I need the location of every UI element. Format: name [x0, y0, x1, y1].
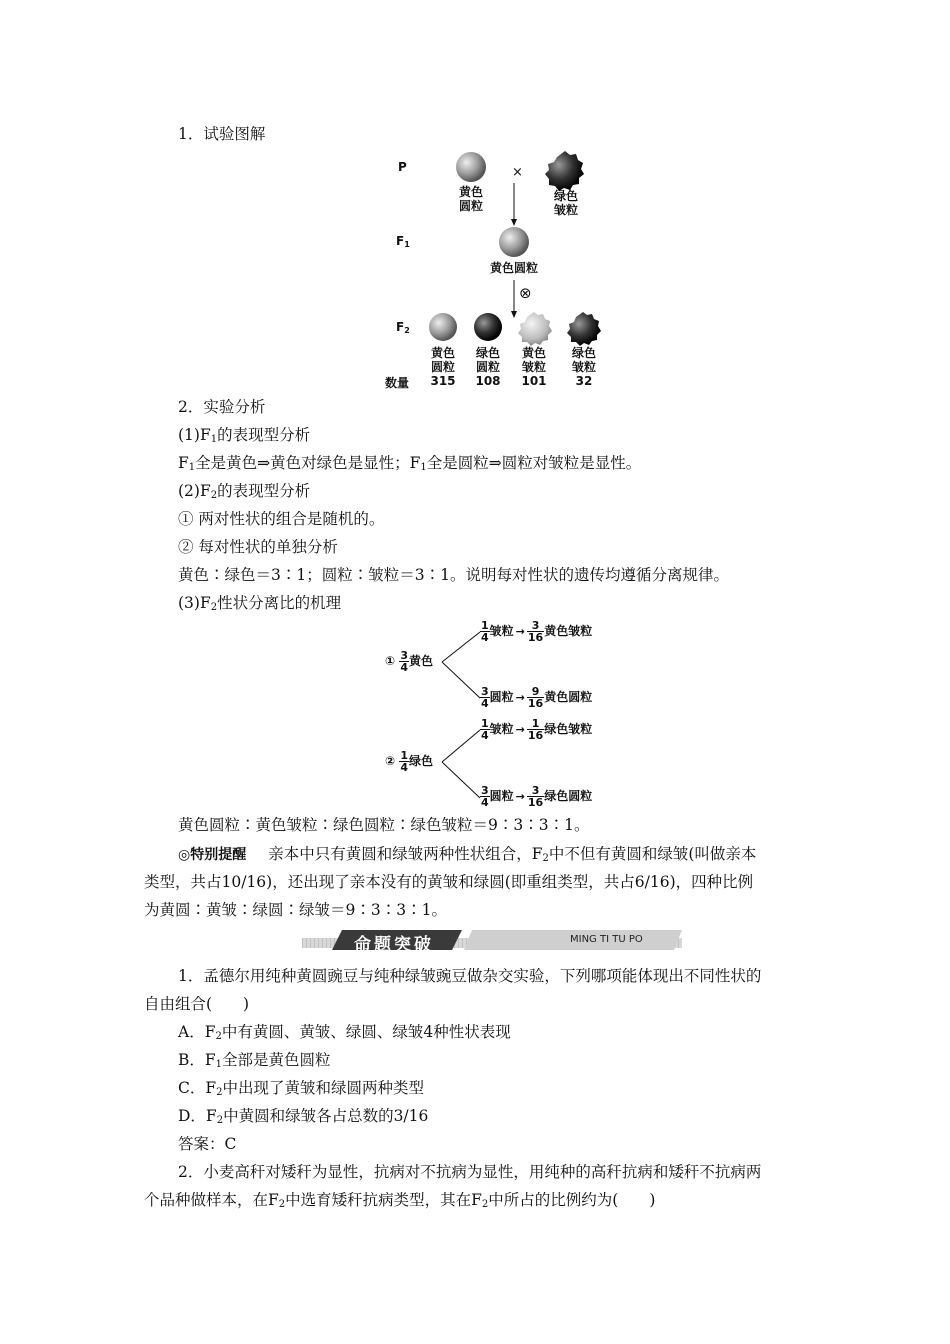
f1-caption: 黄色圆粒 — [490, 261, 539, 275]
pea-f2-green-round-icon — [474, 313, 502, 341]
subsection-2-body: 黄色∶绿色＝3∶1；圆粒∶皱粒＝3∶1。说明每对性状的遗传均遵循分离规律。 — [178, 566, 729, 584]
f2-caption-3: 黄色 皱粒 101 — [521, 346, 547, 388]
subsection-2-point-2: ② 每对性状的单独分析 — [178, 538, 338, 556]
pea-yellow-round-icon — [456, 152, 486, 182]
parent-green-caption: 绿色 皱粒 — [553, 189, 578, 217]
q1-answer: 答案：C — [178, 1135, 237, 1153]
q1-stem-1: 1．孟德尔用纯种黄圆豌豆与纯种绿皱豌豆做杂交实验，下列哪项能体现出不同性状的 — [178, 967, 762, 985]
pea-f2-yellow-wrinkled-icon — [518, 312, 552, 346]
f2-caption-1: 黄色 圆粒 315 — [430, 346, 456, 388]
f2-caption-2: 绿色 圆粒 108 — [475, 346, 501, 388]
f2-caption-4: 绿色 皱粒 32 — [571, 346, 596, 388]
generation-f2-label: $F_2$ — [396, 320, 410, 335]
tip-label: ◎特别提醒 — [178, 847, 247, 863]
pea-f1-icon — [499, 227, 529, 257]
q1-stem-2: 自由组合( ) — [144, 995, 250, 1013]
count-label: 数量 — [385, 376, 410, 390]
cross-symbol: × — [512, 165, 523, 180]
branch-tree — [380, 612, 620, 812]
pea-green-wrinkled-icon — [545, 151, 584, 191]
parent-yellow-caption: 黄色 圆粒 — [458, 185, 483, 213]
tip-line-3: 为黄圆∶黄皱∶绿圆∶绿皱＝9∶3∶3∶1。 — [144, 901, 447, 919]
subsection-3-title: $(3)F_2$性状分离比的机理 — [178, 594, 342, 613]
tree-branch-yellow-wrinkled: $\frac{1}{4}$ 皱粒 → $\frac{3}{16}$ 黄色皱粒 — [481, 619, 593, 644]
q2-stem-2: 个品种做样本，在$F_2$中选育矮秆抗病类型，其在$F_2$中所占的比例约为( ) — [144, 1191, 656, 1210]
tree-branch-green-wrinkled: $\frac{1}{4}$ 皱粒 → $\frac{1}{16}$ 绿色皱粒 — [481, 717, 593, 742]
pea-f2-yellow-round-icon — [429, 313, 457, 341]
tree-root-green: ② $\frac{1}{4}$ 绿色 — [385, 749, 434, 774]
tip-line-2: 类型，共占10/16)，还出现了亲本没有的黄皱和绿圆(即重组类型，共占6/16)，四种比例 — [144, 873, 754, 891]
generation-f1-label: $F_1$ — [396, 234, 410, 249]
tree-branch-green-round: $\frac{3}{4}$ 圆粒 → $\frac{3}{16}$ 绿色圆粒 — [481, 784, 593, 809]
cross-diagram — [380, 145, 620, 395]
tip-line-1: ◎特别提醒 亲本中只有黄圆和绿皱两种性状组合，$F_2$中不但有黄圆和绿皱(叫做亲本 — [178, 845, 757, 864]
subsection-2-title: $(2)F_2$的表现型分析 — [178, 482, 311, 501]
generation-p-label: P — [398, 160, 407, 174]
tree-branch-yellow-round: $\frac{3}{4}$ 圆粒 → $\frac{9}{16}$ 黄色圆粒 — [481, 685, 593, 710]
subsection-2-point-1: ① 两对性状的组合是随机的。 — [178, 510, 385, 528]
q2-stem-1: 2．小麦高秆对矮秆为显性，抗病对不抗病为显性，用纯种的高秆抗病和矮秆不抗病两 — [178, 1163, 762, 1181]
self-cross-icon: ⊗ — [519, 284, 532, 302]
section-title-2: 2．实验分析 — [178, 398, 266, 416]
pea-f2-green-wrinkled-icon — [567, 312, 601, 346]
ratio-line: 黄色圆粒∶黄色皱粒∶绿色圆粒∶绿色皱粒＝9∶3∶3∶1。 — [178, 816, 590, 834]
q1-option-a: A．$F_2$中有黄圆、黄皱、绿圆、绿皱4种性状表现 — [178, 1023, 511, 1042]
subsection-1-title: $(1)F_1$的表现型分析 — [178, 426, 311, 445]
section-title-1: 1．试验图解 — [178, 125, 266, 143]
q1-option-b: B．$F_1$全部是黄色圆粒 — [178, 1051, 331, 1070]
section-banner — [302, 928, 682, 954]
banner-pinyin: MING TI TU PO — [570, 934, 643, 945]
q1-option-d: D．$F_2$中黄圆和绿皱各占总数的3/16 — [178, 1107, 429, 1126]
tree-root-yellow: ① $\frac{3}{4}$ 黄色 — [385, 649, 434, 674]
q1-option-c: C．$F_2$中出现了黄皱和绿圆两种类型 — [178, 1079, 425, 1098]
subsection-1-body: $F_1$全是黄色⇒黄色对绿色是显性；$F_1$全是圆粒⇒圆粒对皱粒是显性。 — [178, 454, 642, 473]
banner-title: 命题突破 — [354, 935, 434, 955]
